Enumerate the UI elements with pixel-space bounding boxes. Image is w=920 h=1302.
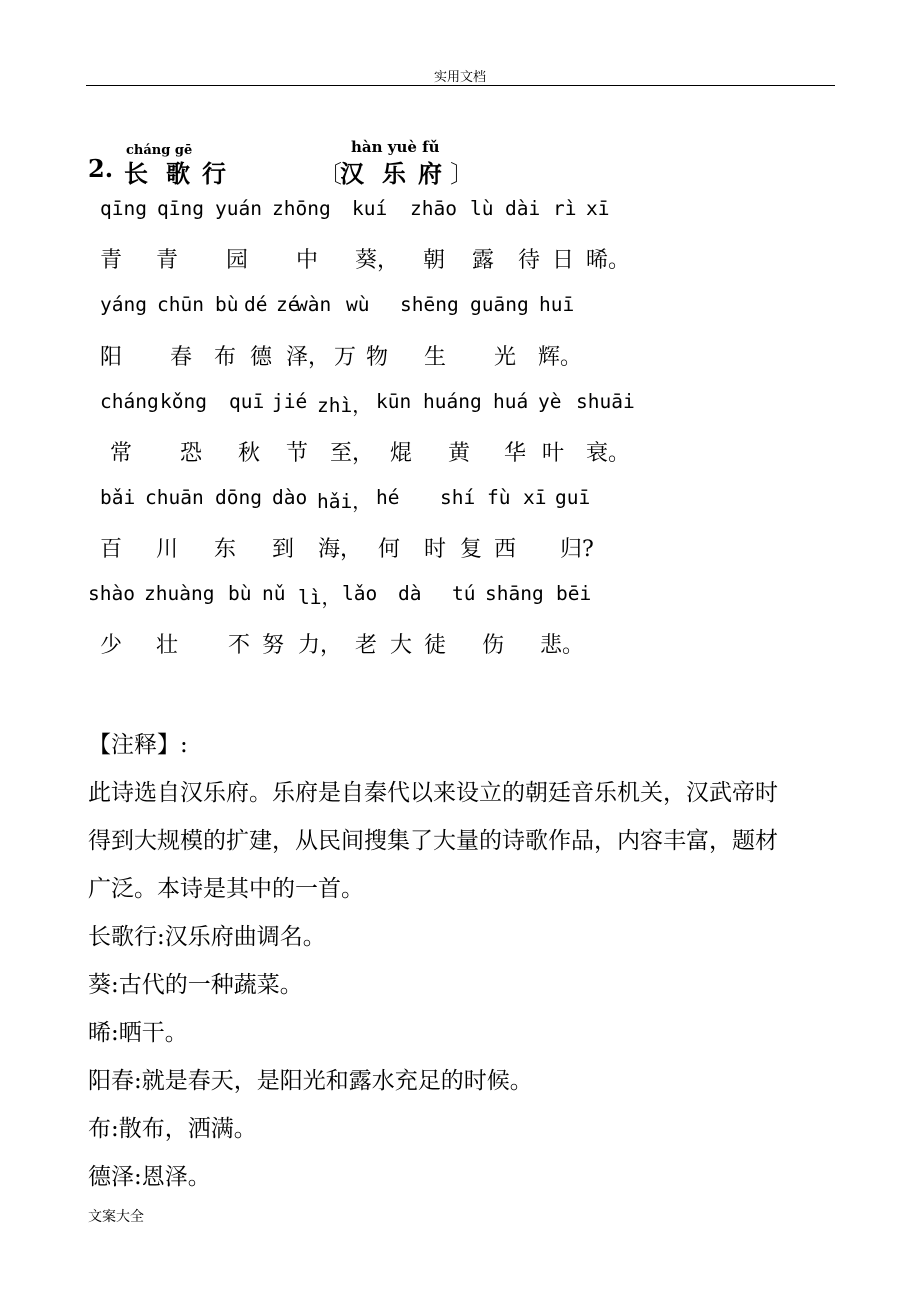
hanzi-char: 海，	[318, 537, 363, 562]
pinyin-syllable: shāng	[485, 582, 544, 605]
hanzi-char: 德	[250, 345, 273, 370]
hanzi-char: 归?	[560, 537, 594, 562]
pinyin-syllable: qīng	[100, 197, 147, 220]
pinyin-syllable: nǔ	[262, 582, 286, 605]
pinyin-syllable: bēi	[556, 582, 592, 605]
pinyin-syllable: lì，	[298, 586, 341, 609]
hanzi-char: 园	[226, 248, 249, 273]
hanzi-char: 葵，	[355, 248, 400, 273]
note-line: 得到大规模的扩建，从民间搜集了大量的诗歌作品，内容丰富，题材	[88, 828, 778, 854]
note-line: 阳春:就是春天，是阳光和露水充足的时候。	[88, 1068, 533, 1094]
hanzi-char: 阳	[100, 345, 123, 370]
pinyin-syllable: yáng	[100, 293, 147, 316]
hanzi-char: 生	[424, 345, 447, 370]
pinyin-syllable: yè	[538, 390, 562, 413]
hanzi-char: 何	[378, 537, 401, 562]
title-number: 2.	[88, 154, 114, 183]
note-line: 葵:古代的一种蔬菜。	[88, 972, 303, 998]
hanzi-char: 节	[286, 441, 309, 466]
pinyin-syllable: wàn	[296, 293, 332, 316]
hanzi-char: 布	[214, 345, 237, 370]
hanzi-char: 泽，	[286, 345, 331, 370]
pinyin-syllable: huá	[493, 390, 529, 413]
hanzi-char: 努	[262, 633, 285, 658]
hanzi-char: 朝	[423, 248, 446, 273]
title-pinyin: cháng gē	[126, 143, 193, 158]
hanzi-char: 万	[334, 345, 357, 370]
hanzi-char: 青	[100, 248, 123, 273]
pinyin-syllable: xī	[523, 486, 547, 509]
hanzi-char: 焜	[390, 441, 413, 466]
pinyin-syllable: bù	[228, 582, 252, 605]
hanzi-char: 青	[156, 248, 179, 273]
hanzi-char: 徒	[424, 633, 447, 658]
hanzi-char: 待	[518, 248, 541, 273]
hanzi-char: 到	[272, 537, 295, 562]
pinyin-syllable: shuāi	[576, 390, 635, 413]
hanzi-char: 至，	[330, 441, 375, 466]
source-bracket-open: 〔	[318, 160, 342, 188]
page-footer: 文案大全	[88, 1209, 144, 1225]
pinyin-syllable: shēng	[400, 293, 459, 316]
hanzi-char: 时	[424, 537, 447, 562]
hanzi-char: 复	[460, 537, 483, 562]
pinyin-syllable: xī	[586, 197, 610, 220]
pinyin-syllable: kǒng	[160, 390, 207, 413]
pinyin-syllable: rì	[553, 197, 577, 220]
pinyin-syllable: fù	[487, 486, 511, 509]
pinyin-syllable: jié	[272, 390, 308, 413]
pinyin-syllable: dào	[272, 486, 308, 509]
pinyin-syllable: hé	[376, 486, 400, 509]
hanzi-char: 老	[355, 633, 378, 658]
hanzi-char: 壮	[156, 633, 179, 658]
hanzi-char: 辉。	[538, 345, 583, 370]
pinyin-syllable: lù	[470, 197, 494, 220]
pinyin-syllable: huáng	[423, 390, 482, 413]
hanzi-char: 晞。	[586, 248, 631, 273]
hanzi-char: 春	[170, 345, 193, 370]
hanzi-char: 力，	[298, 633, 343, 658]
hanzi-char: 大	[390, 633, 413, 658]
title-char: 长	[124, 159, 148, 188]
hanzi-char: 物	[366, 345, 389, 370]
hanzi-char: 黄	[448, 441, 471, 466]
hanzi-char: 衰。	[586, 441, 631, 466]
page-header: 实用文档	[433, 70, 486, 85]
note-line: 晞:晒干。	[88, 1020, 188, 1046]
hanzi-char: 伤	[482, 633, 505, 658]
pinyin-syllable: zé	[276, 293, 300, 316]
pinyin-syllable: zhāo	[410, 197, 457, 220]
note-line: 此诗选自汉乐府。乐府是自秦代以来设立的朝廷音乐机关，汉武帝时	[88, 780, 778, 806]
pinyin-syllable: chūn	[157, 293, 204, 316]
pinyin-syllable: zhōng	[272, 197, 331, 220]
pinyin-syllable: chuān	[145, 486, 204, 509]
pinyin-syllable: quī	[229, 390, 265, 413]
hanzi-char: 东	[214, 537, 237, 562]
pinyin-syllable: lǎo	[342, 582, 378, 605]
pinyin-syllable: dé	[244, 293, 268, 316]
source-char: 府	[418, 159, 442, 188]
pinyin-syllable: dài	[505, 197, 541, 220]
pinyin-syllable: qīng	[157, 197, 204, 220]
hanzi-char: 少	[100, 633, 123, 658]
source-char: 乐	[382, 159, 406, 188]
note-line: 广泛。本诗是其中的一首。	[88, 876, 364, 902]
hanzi-char: 露	[472, 248, 495, 273]
title-char: 歌	[166, 159, 190, 188]
hanzi-char: 华	[504, 441, 527, 466]
hanzi-char: 日	[552, 248, 575, 273]
header-rule	[86, 85, 835, 86]
pinyin-syllable: dōng	[215, 486, 262, 509]
pinyin-syllable: bǎi	[100, 486, 136, 509]
title-char: 行	[202, 159, 226, 188]
pinyin-syllable: bù	[215, 293, 239, 316]
pinyin-syllable: hǎi，	[317, 490, 372, 513]
pinyin-syllable: dà	[398, 582, 422, 605]
hanzi-char: 叶	[542, 441, 565, 466]
hanzi-char: 光	[494, 345, 517, 370]
pinyin-syllable: tú	[452, 582, 476, 605]
pinyin-syllable: shí	[440, 486, 476, 509]
pinyin-syllable: guāng	[470, 293, 529, 316]
hanzi-char: 百	[100, 537, 123, 562]
pinyin-syllable: cháng	[100, 390, 159, 413]
pinyin-syllable: kūn	[376, 390, 412, 413]
pinyin-syllable: shào	[88, 582, 135, 605]
hanzi-char: 秋	[238, 441, 261, 466]
source-bracket-close: 〕	[450, 160, 474, 188]
hanzi-char: 常	[110, 441, 133, 466]
source-pinyin: hàn yuè fǔ	[351, 138, 440, 156]
hanzi-char: 中	[296, 248, 319, 273]
note-line: 长歌行:汉乐府曲调名。	[88, 924, 326, 950]
pinyin-syllable: kuí	[352, 197, 388, 220]
source-char: 汉	[340, 159, 364, 188]
hanzi-char: 悲。	[540, 633, 585, 658]
pinyin-syllable: wù	[346, 293, 370, 316]
pinyin-syllable: zhì，	[317, 394, 372, 417]
pinyin-syllable: guī	[555, 486, 591, 509]
hanzi-char: 不	[228, 633, 251, 658]
pinyin-syllable: yuán	[215, 197, 262, 220]
pinyin-syllable: huī	[539, 293, 575, 316]
note-line: 德泽:恩泽。	[88, 1164, 211, 1190]
pinyin-syllable: zhuàng	[144, 582, 215, 605]
notes-heading: 【注释】:	[88, 732, 188, 758]
hanzi-char: 西	[494, 537, 517, 562]
hanzi-char: 川	[156, 537, 179, 562]
hanzi-char: 恐	[180, 441, 203, 466]
note-line: 布:散布，洒满。	[88, 1116, 257, 1142]
